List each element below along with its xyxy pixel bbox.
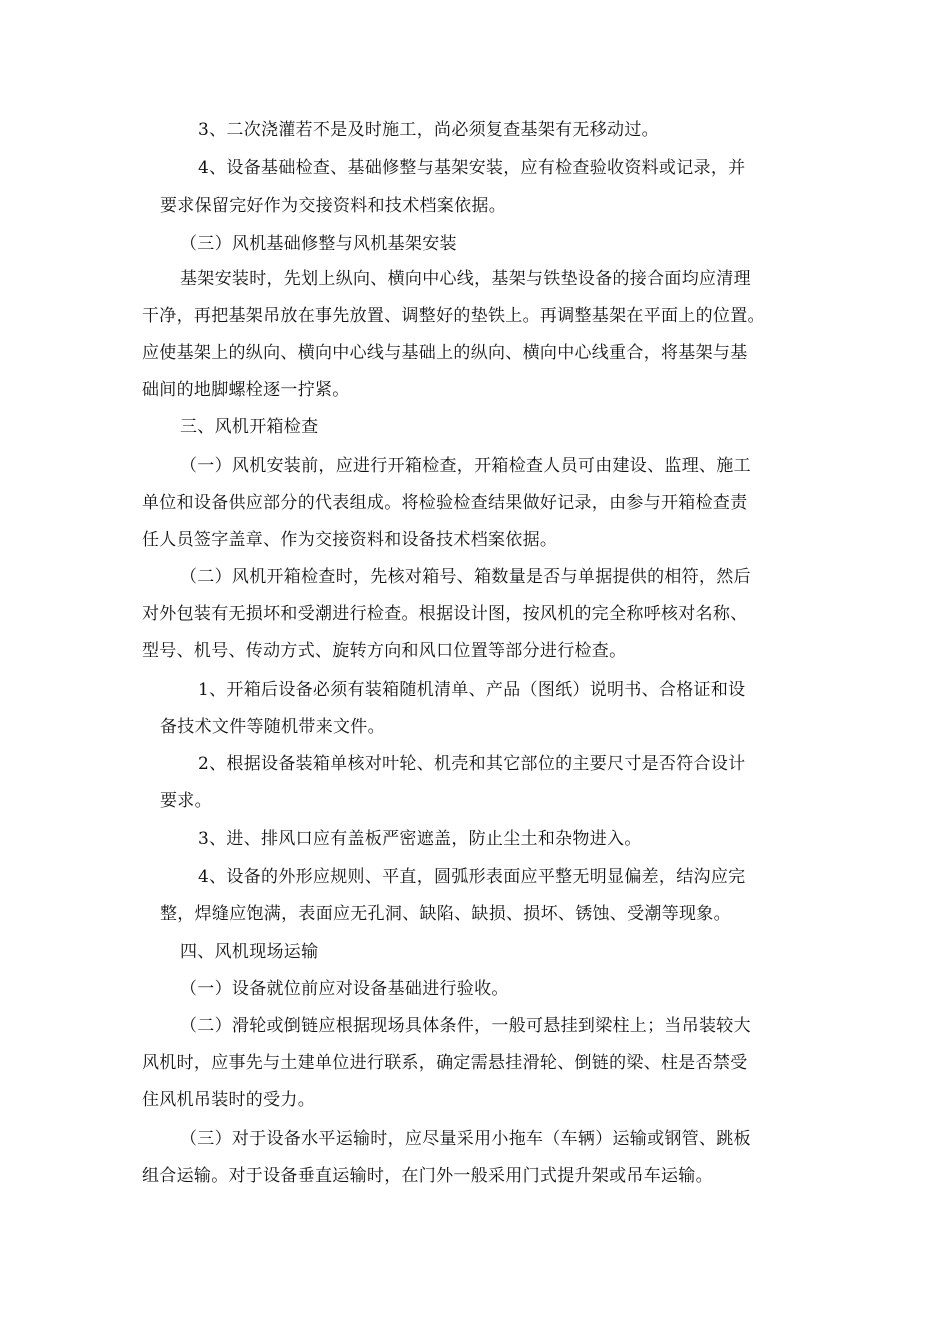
text-line: （一）设备就位前应对设备基础进行验收。 — [180, 979, 509, 999]
text-line: 4、设备基础检查、基础修整与基架安装，应有检查验收资料或记录，并 — [198, 158, 746, 178]
text-line: 干净，再把基架吊放在事先放置、调整好的垫铁上。再调整基架在平面上的位置。 — [142, 306, 765, 326]
text-line: 基架安装时，先划上纵向、横向中心线，基架与铁垫设备的接合面均应清理 — [180, 269, 751, 289]
text-line: 3、进、排风口应有盖板严密遮盖，防止尘土和杂物进入。 — [198, 829, 642, 849]
text-line: 备技术文件等随机带来文件。 — [160, 717, 385, 737]
text-line: 础间的地脚螺栓逐一拧紧。 — [142, 380, 350, 400]
text-line: 组合运输。对于设备垂直运输时，在门外一般采用门式提升架或吊车运输。 — [142, 1166, 713, 1186]
text-line: 型号、机号、传动方式、旋转方向和风口位置等部分进行检查。 — [142, 641, 627, 661]
text-line: 任人员签字盖章、作为交接资料和设备技术档案依据。 — [142, 530, 558, 550]
text-line: 4、设备的外形应规则、平直，圆弧形表面应平整无明显偏差，结沟应完 — [198, 867, 746, 887]
text-line: 应使基架上的纵向、横向中心线与基础上的纵向、横向中心线重合，将基架与基 — [142, 343, 748, 363]
section-heading: 三、风机开箱检查 — [180, 417, 319, 437]
text-line: 住风机吊装时的受力。 — [142, 1090, 315, 1110]
text-line: 要求保留完好作为交接资料和技术档案依据。 — [160, 196, 506, 216]
section-heading: （三）风机基础修整与风机基架安装 — [180, 234, 457, 254]
text-line: （三）对于设备水平运输时，应尽量采用小拖车（车辆）运输或钢管、跳板 — [180, 1129, 751, 1149]
text-line: 单位和设备供应部分的代表组成。将检验检查结果做好记录，由参与开箱检查责 — [142, 493, 748, 513]
text-line: 风机时，应事先与土建单位进行联系，确定需悬挂滑轮、倒链的梁、柱是否禁受 — [142, 1053, 748, 1073]
text-line: 要求。 — [160, 791, 212, 811]
text-line: 3、二次浇灌若不是及时施工，尚必须复查基架有无移动过。 — [198, 120, 659, 140]
text-line: 整，焊缝应饱满，表面应无孔洞、缺陷、缺损、损坏、锈蚀、受潮等现象。 — [160, 904, 731, 924]
text-line: （二）滑轮或倒链应根据现场具体条件，一般可悬挂到梁柱上；当吊装较大 — [180, 1016, 751, 1036]
text-line: 2、根据设备装箱单核对叶轮、机壳和其它部位的主要尺寸是否符合设计 — [198, 754, 746, 774]
text-line: 1、开箱后设备必须有装箱随机清单、产品（图纸）说明书、合格证和设 — [198, 680, 746, 700]
text-line: （一）风机安装前，应进行开箱检查，开箱检查人员可由建设、监理、施工 — [180, 456, 751, 476]
text-line: （二）风机开箱检查时，先核对箱号、箱数量是否与单据提供的相符，然后 — [180, 567, 751, 587]
text-line: 对外包装有无损坏和受潮进行检查。根据设计图，按风机的完全称呼核对名称、 — [142, 604, 748, 624]
section-heading: 四、风机现场运输 — [180, 942, 319, 962]
